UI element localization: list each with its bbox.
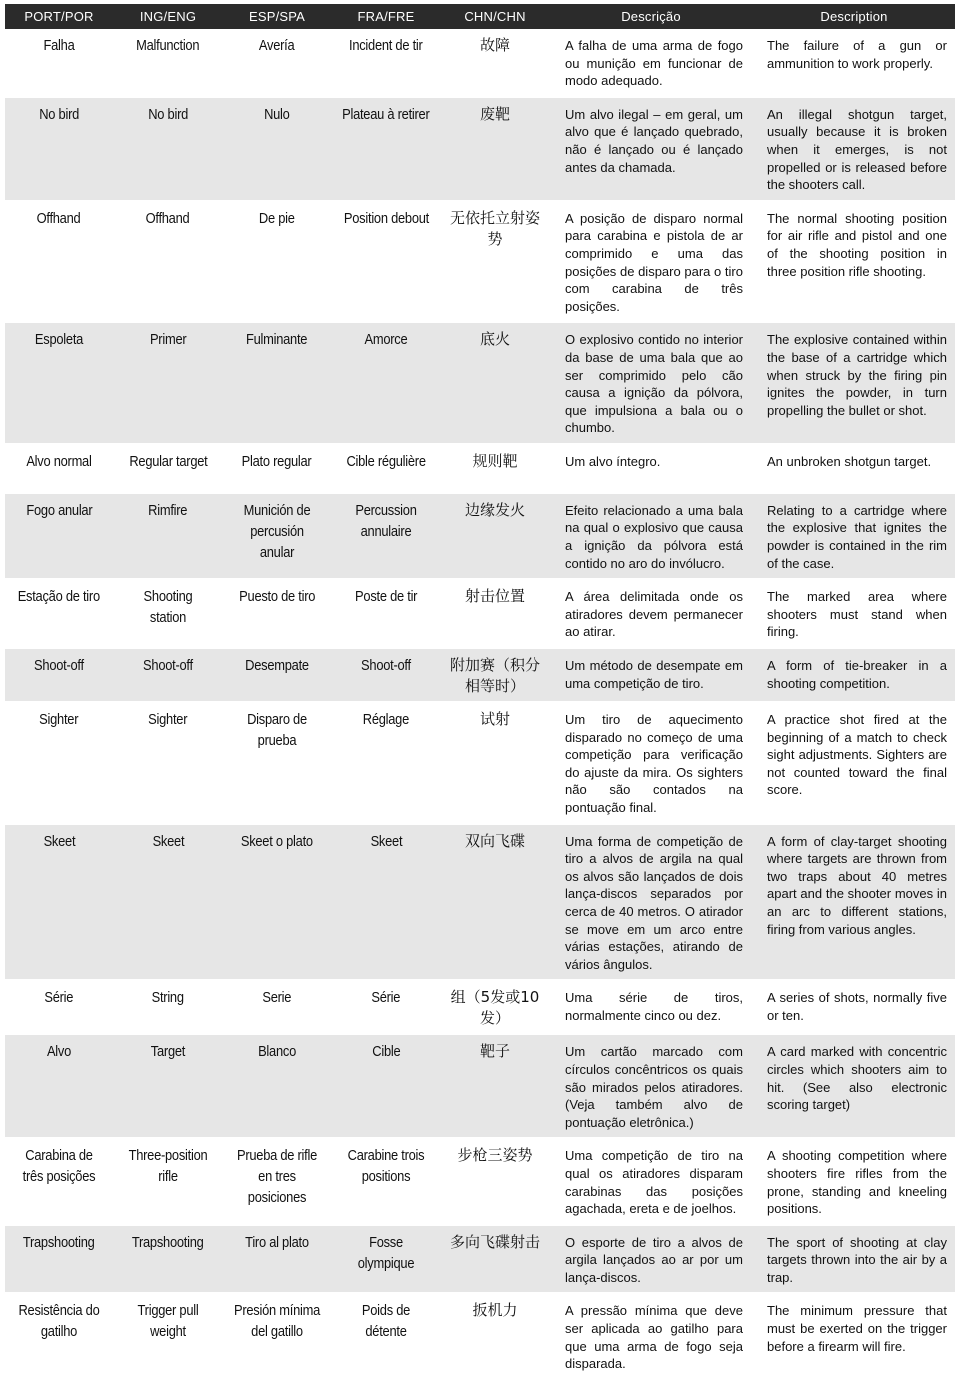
term-fra-text: Incident de tir	[349, 37, 423, 54]
term-chn: 扳机力	[441, 1293, 549, 1379]
term-por	[5, 702, 113, 824]
term-spa	[223, 201, 331, 323]
term-por-text: Série	[44, 989, 74, 1007]
term-spa-text: Fulminante	[246, 331, 308, 349]
term-por-text: Shoot-off	[34, 657, 84, 675]
term-eng-text: Shooting station	[143, 588, 193, 627]
term-eng-text: Sighter	[148, 711, 188, 729]
description-pt: Um tiro de aquecimento disparado no começo de uma competição para verificação do ajuste da mira. Os sighters não são contados na pontuação final.	[549, 702, 753, 824]
term-chn: 多向飞碟射击	[441, 1225, 549, 1294]
term-fra-text: Skeet	[370, 832, 402, 850]
term-spa	[223, 322, 331, 444]
term-por	[5, 1034, 113, 1138]
table-header	[5, 4, 955, 29]
term-spa-text: Desempate	[245, 657, 309, 675]
description-en: The sport of shooting at clay targets thrown into the air by a trap.	[753, 1225, 955, 1294]
term-por	[5, 201, 113, 323]
term-por	[5, 1138, 113, 1224]
term-spa-text: Disparo de prueba	[247, 711, 307, 750]
description-pt: Um método de desempate em uma competição de tiro.	[549, 648, 753, 702]
term-chn: 双向飞碟	[441, 824, 549, 981]
term-eng-text: Shoot-off	[143, 657, 193, 675]
term-eng	[113, 97, 223, 201]
table-row	[5, 1225, 955, 1294]
table-row	[5, 493, 955, 579]
table-row	[5, 444, 955, 493]
term-fra-text: Réglage	[362, 711, 410, 729]
table-row	[5, 1034, 955, 1138]
term-chn: 射击位置	[441, 579, 549, 648]
term-fra	[331, 1293, 441, 1379]
header-chn: CHN/CHN	[441, 4, 549, 29]
term-fra	[331, 322, 441, 444]
term-por-text: Trapshooting	[23, 1233, 95, 1251]
description-en: An unbroken shotgun target.	[753, 444, 955, 493]
table-row	[5, 702, 955, 824]
table-row	[5, 579, 955, 648]
term-por-text: Sighter	[39, 711, 79, 729]
term-eng-text: No bird	[148, 105, 188, 123]
description-en: The normal shooting position for air rifle and pistol and one of the shooting position in three position rifle shooting.	[753, 201, 955, 323]
description-pt: A pressão mínima que deve ser aplicada ao gatilho para que uma arma de fogo seja disparada.	[549, 1293, 753, 1379]
term-fra-text: Poste de tir	[354, 588, 418, 606]
term-fra	[331, 1034, 441, 1138]
term-spa-text: Avería	[259, 37, 295, 54]
term-eng-text: Offhand	[146, 209, 190, 227]
term-eng-text: Regular target	[128, 452, 208, 470]
term-eng-text: Malfunction	[136, 37, 200, 54]
term-spa	[223, 702, 331, 824]
header-desc-en: Description	[753, 4, 955, 29]
term-por-text: Carabina de três posições	[22, 1147, 96, 1186]
description-pt: A falha de uma arma de fogo ou munição em funcionar de modo adequado.	[549, 29, 753, 97]
term-eng	[113, 1138, 223, 1224]
term-eng-text: Rimfire	[148, 501, 188, 519]
description-en: A practice shot fired at the beginning of a match to check sight adjustments. Sighters are not counted toward the final score.	[753, 702, 955, 824]
header-desc-pt: Descrição	[549, 4, 753, 29]
term-eng	[113, 1034, 223, 1138]
term-spa-text: De pie	[259, 209, 295, 227]
header-fra: FRA/FRE	[331, 4, 441, 29]
term-fra	[331, 579, 441, 648]
term-chn: 故障	[441, 29, 549, 97]
term-chn: 边缘发火	[441, 493, 549, 579]
term-eng-text: Target	[150, 1043, 186, 1061]
term-eng	[113, 201, 223, 323]
term-spa	[223, 648, 331, 702]
term-por	[5, 322, 113, 444]
table-body	[5, 29, 955, 1380]
description-en: An illegal shotgun target, usually because it is broken when it emerges, is not propelled or is released before the shooters call.	[753, 97, 955, 201]
term-fra	[331, 29, 441, 97]
header-spa: ESP/SPA	[223, 4, 331, 29]
term-spa-text: Nulo	[264, 105, 290, 123]
term-por-text: Alvo	[46, 1043, 72, 1061]
term-spa	[223, 97, 331, 201]
term-eng-text: Primer	[149, 331, 187, 349]
table-row	[5, 97, 955, 201]
term-por	[5, 648, 113, 702]
term-fra-text: Cible	[371, 1043, 401, 1061]
term-por	[5, 824, 113, 981]
term-fra-text: Poids de détente	[361, 1302, 411, 1341]
table-row	[5, 824, 955, 981]
term-fra	[331, 1138, 441, 1224]
term-chn: 步枪三姿势	[441, 1138, 549, 1224]
term-spa	[223, 579, 331, 648]
term-fra	[331, 444, 441, 493]
term-eng	[113, 1225, 223, 1294]
term-fra	[331, 201, 441, 323]
term-por-text: Estação de tiro	[17, 588, 101, 606]
description-en: A shooting competition where shooters fire rifles from the prone, standing and kneeling positions.	[753, 1138, 955, 1224]
term-spa	[223, 1138, 331, 1224]
description-en: The failure of a gun or ammunition to work properly.	[753, 29, 955, 97]
term-fra	[331, 824, 441, 981]
term-spa	[223, 493, 331, 579]
table-row	[5, 201, 955, 323]
table-row	[5, 1138, 955, 1224]
term-spa	[223, 1293, 331, 1379]
term-eng-text: Three-position rifle	[128, 1147, 208, 1186]
glossary-table	[5, 4, 955, 1381]
description-pt: Um cartão marcado com círculos concêntricos os quais são mirados pelos atiradores. (Veja também alvo de pontuação eletrônica.)	[549, 1034, 753, 1138]
header-por: PORT/POR	[5, 4, 113, 29]
glossary-page	[5, 0, 955, 1381]
term-fra-text: Plateau à retirer	[342, 105, 430, 123]
description-en: The explosive contained within the base of a cartridge which when struck by the firing pin ignites the powder, in turn propelling the bullet or shot.	[753, 322, 955, 444]
description-en: A series of shots, normally five or ten.	[753, 980, 955, 1034]
term-fra	[331, 493, 441, 579]
term-chn: 附加赛（积分相等时）	[441, 648, 549, 702]
description-en: A card marked with concentric circles which shooters aim to hit. (See also electronic scoring target)	[753, 1034, 955, 1138]
term-spa-text: Prueba de rifle en tres posiciones	[236, 1147, 318, 1207]
term-spa-text: Skeet o plato	[241, 832, 313, 850]
term-chn: 试射	[441, 702, 549, 824]
term-fra-text: Cible régulière	[346, 452, 426, 470]
term-spa-text: Tiro al plato	[245, 1233, 309, 1251]
description-pt: Um alvo íntegro.	[549, 444, 753, 493]
term-spa	[223, 980, 331, 1034]
description-en: The minimum pressure that must be exerted on the trigger before a firearm will fire.	[753, 1293, 955, 1379]
header-row	[5, 4, 955, 29]
description-pt: A posição de disparo normal para carabina e pistola de ar comprimido e uma das posições de disparo para o tiro com carabina de três posições.	[549, 201, 753, 323]
term-chn: 废靶	[441, 97, 549, 201]
term-fra-text: Percussion annulaire	[355, 501, 417, 540]
term-spa-text: Plato regular	[242, 452, 312, 470]
description-pt: A área delimitada onde os atiradores devem permanecer ao atirar.	[549, 579, 753, 648]
term-eng	[113, 648, 223, 702]
description-en: The marked area where shooters must stand when firing.	[753, 579, 955, 648]
term-chn: 组（5发或10发）	[441, 980, 549, 1034]
term-eng-text: Trigger pull weight	[137, 1302, 199, 1341]
term-fra	[331, 702, 441, 824]
term-spa	[223, 444, 331, 493]
description-pt: Uma forma de competição de tiro a alvos de argila na qual os alvos são lançados de dois lança-discos separados por cerca de 40 metros. O atirador se move em um arco entre várias estações, atirando de vários ângulos.	[549, 824, 753, 981]
term-fra	[331, 648, 441, 702]
term-por	[5, 1293, 113, 1379]
term-por	[5, 444, 113, 493]
description-en: A form of clay-target shooting where targets are thrown from two traps about 40 metres apart and the shooter moves in an arc to different stations, firing from various angles.	[753, 824, 955, 981]
term-fra-text: Amorce	[364, 331, 408, 349]
description-en: Relating to a cartridge where the explosive that ignites the powder is contained in the rim of the case.	[753, 493, 955, 579]
term-spa	[223, 29, 331, 97]
term-por	[5, 980, 113, 1034]
term-chn: 底火	[441, 322, 549, 444]
term-spa-text: Puesto de tiro	[238, 588, 315, 606]
term-spa	[223, 1225, 331, 1294]
header-eng: ING/ENG	[113, 4, 223, 29]
term-fra-text: Position debout	[343, 209, 429, 227]
term-por	[5, 97, 113, 201]
description-pt: Efeito relacionado a uma bala na qual o explosivo que causa a ignição da pólvora está contido no aro do invólucro.	[549, 493, 753, 579]
term-spa	[223, 1034, 331, 1138]
term-spa-text: Munición de percusión anular	[243, 501, 311, 561]
term-spa-text: Serie	[262, 989, 292, 1007]
table-row	[5, 322, 955, 444]
term-eng	[113, 702, 223, 824]
term-por	[5, 493, 113, 579]
table-row	[5, 648, 955, 702]
term-por-text: Falha	[43, 37, 75, 54]
term-por-text: Resistência do gatilho	[18, 1302, 100, 1341]
term-eng	[113, 980, 223, 1034]
term-por-text: Skeet	[43, 832, 75, 850]
description-en: A form of tie-breaker in a shooting competition.	[753, 648, 955, 702]
description-pt: O esporte de tiro a alvos de argila lançados ao ar por um lança-discos.	[549, 1225, 753, 1294]
term-chn: 靶子	[441, 1034, 549, 1138]
term-eng	[113, 322, 223, 444]
term-por	[5, 29, 113, 97]
term-spa-text: Presión mínima del gatillo	[234, 1302, 321, 1341]
term-eng	[113, 444, 223, 493]
term-spa-text: Blanco	[258, 1043, 296, 1061]
term-por	[5, 1225, 113, 1294]
term-fra	[331, 1225, 441, 1294]
term-por-text: Espoleta	[34, 331, 84, 349]
term-por-text: Fogo anular	[25, 501, 93, 519]
table-row	[5, 1293, 955, 1379]
description-pt: Uma competição de tiro na qual os atiradores disparam carabinas das posições agachada, ereta e de joelhos.	[549, 1138, 753, 1224]
term-por	[5, 579, 113, 648]
term-chn: 规则靶	[441, 444, 549, 493]
term-fra-text: Shoot-off	[361, 657, 411, 675]
term-eng	[113, 579, 223, 648]
description-pt: O explosivo contido no interior da base de uma bala que ao ser comprimido pelo cão causa a ignição da pólvora, que impulsiona a bala ou o chumbo.	[549, 322, 753, 444]
term-por-text: No bird	[39, 105, 79, 123]
term-por-text: Alvo normal	[26, 452, 92, 470]
table-row	[5, 980, 955, 1034]
description-pt: Um alvo ilegal – em geral, um alvo que é lançado quebrado, não é lançado ou é lançado antes da chamada.	[549, 97, 753, 201]
term-fra-text: Fosse olympique	[357, 1233, 415, 1272]
term-fra-text: Carabine trois positions	[347, 1147, 425, 1186]
term-eng-text: Trapshooting	[132, 1233, 204, 1251]
term-eng	[113, 493, 223, 579]
table-row	[5, 29, 955, 97]
term-eng	[113, 824, 223, 981]
term-eng-text: Skeet	[152, 832, 184, 850]
description-pt: Uma série de tiros, normalmente cinco ou dez.	[549, 980, 753, 1034]
term-fra	[331, 980, 441, 1034]
term-eng	[113, 1293, 223, 1379]
term-por-text: Offhand	[37, 209, 81, 227]
term-spa	[223, 824, 331, 981]
term-eng-text: String	[151, 989, 185, 1007]
term-fra-text: Série	[371, 989, 401, 1007]
term-chn: 无依托立射姿势	[441, 201, 549, 323]
term-eng	[113, 29, 223, 97]
term-fra	[331, 97, 441, 201]
